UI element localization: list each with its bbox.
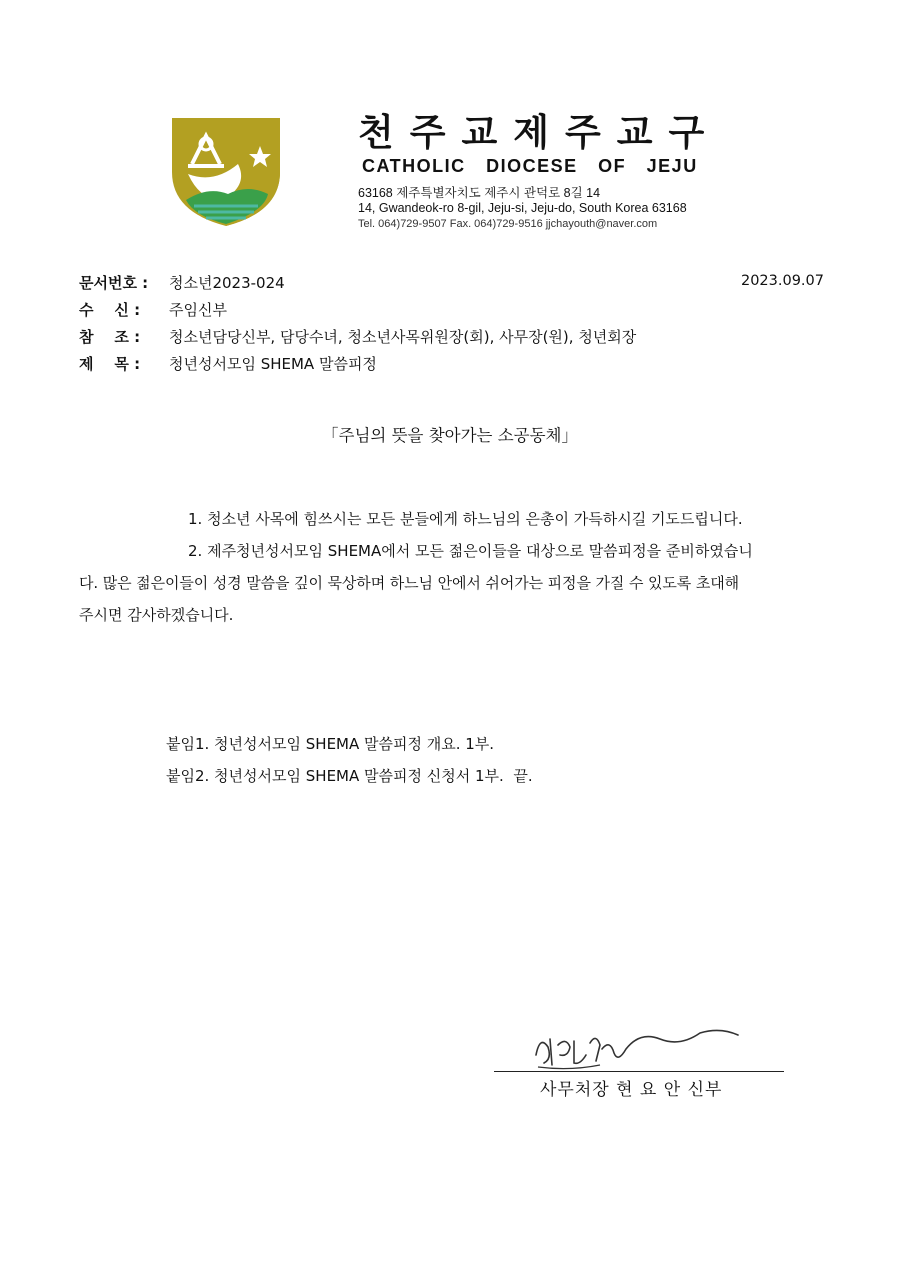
address-en: 14, Gwandeok-ro 8-gil, Jeju-si, Jeju-do, South Korea 63168: [358, 201, 687, 215]
doc-number-row: [79, 272, 285, 293]
org-name-ko: 천주교제주교구: [358, 111, 721, 154]
recipient-value: 주임신부: [169, 301, 227, 319]
document-heading: 「주님의 뜻을 찾아가는 소공동체」: [322, 426, 578, 445]
handwritten-signature: [530, 1025, 745, 1075]
paragraph-1: 1. 청소년 사목에 힘쓰시는 모든 분들에게 하느님의 은총이 가득하시길 기도드립니다.: [188, 510, 743, 528]
contact-info: Tel. 064)729-9507 Fax. 064)729-9516 jjchayouth@naver.com: [358, 218, 658, 230]
recipient-row: [79, 299, 227, 320]
paragraph-2-line-3: 주시면 감사하겠습니다.: [79, 606, 234, 624]
doc-date: 2023.09.07: [740, 273, 824, 289]
doc-number-label: 문서번호 :: [79, 274, 149, 292]
address-ko: 63168 제주특별자치도 제주시 관덕로 8길 14: [358, 186, 601, 200]
subject-label: 제 목 :: [79, 355, 141, 373]
subject-value: 청년성서모임 SHEMA 말씀피정: [169, 355, 377, 373]
reference-label: 참 조 :: [79, 328, 141, 346]
recipient-label: 수 신 :: [79, 301, 141, 319]
org-name-en: CATHOLIC DIOCESE OF JEJU: [362, 156, 698, 176]
paragraph-2-line-2: 다. 많은 젊은이들이 성경 말씀을 깊이 묵상하며 하느님 안에서 쉬어가는 피정을 가질 수 있도록 초대해: [79, 574, 740, 592]
signature-line: [494, 1071, 784, 1072]
attachment-2: 붙임2. 청년성서모임 SHEMA 말씀피정 신청서 1부. 끝.: [166, 767, 533, 785]
attachment-1: 붙임1. 청년성서모임 SHEMA 말씀피정 개요. 1부.: [166, 735, 495, 753]
subject-row: [79, 353, 377, 374]
diocese-logo: [168, 114, 284, 228]
reference-value: 청소년담당신부, 담당수녀, 청소년사목위원장(회), 사무장(원), 청년회장: [169, 328, 637, 346]
paragraph-2-line-1: 2. 제주청년성서모임 SHEMA에서 모든 젊은이들을 대상으로 말씀피정을 준비하였습니: [188, 542, 753, 560]
signer-name: 사무처장 현 요 안 신부: [540, 1080, 723, 1100]
reference-row: [79, 326, 636, 347]
doc-number-value: 청소년2023-024: [169, 274, 285, 292]
